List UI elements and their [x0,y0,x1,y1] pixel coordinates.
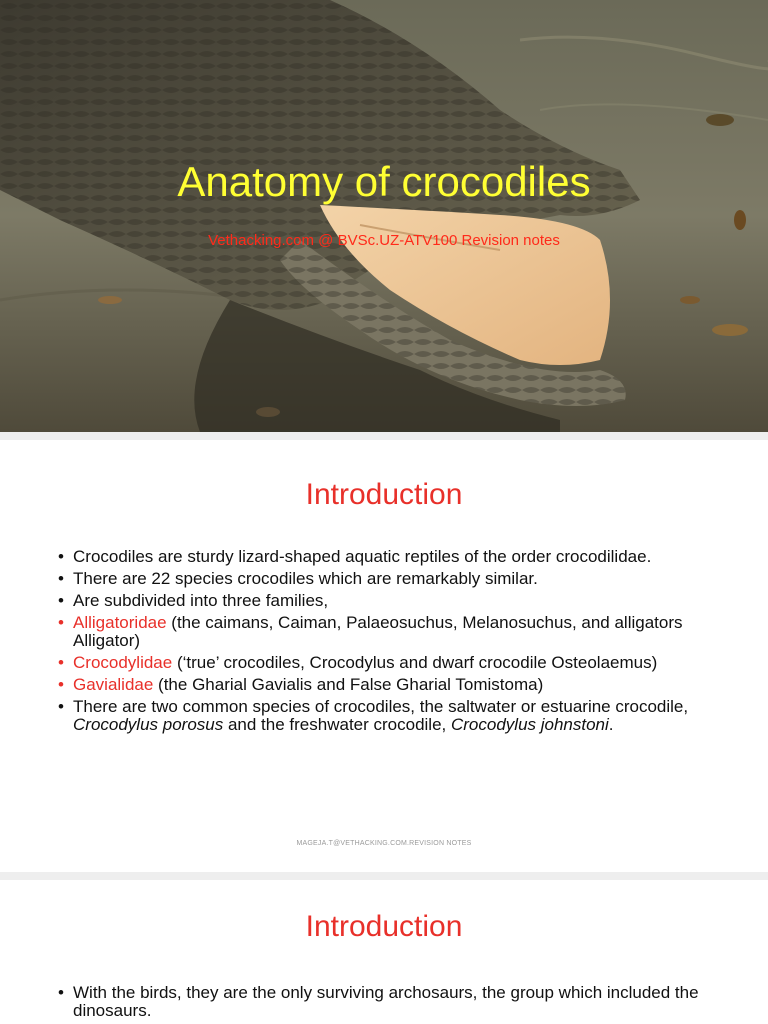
bullet-text: Are subdivided into three families, [73,591,329,610]
bullet-icon: • [58,547,64,566]
bullet-icon: • [58,697,64,716]
bullet-icon: • [58,653,64,672]
slide-footer: MAGEJA.T@VETHACKING.COM.REVISION NOTES [296,840,472,847]
introduction-slide-2 [0,880,768,1024]
species-name: Crocodylus porosus [73,715,224,734]
list-item [58,654,718,672]
list-item [58,570,718,588]
list-item [58,698,718,734]
list-item [58,676,718,694]
bullet-text: (‘true’ crocodiles, Crocodylus and dwarf crocodile Osteolaemus) [172,653,658,672]
bullet-icon: • [58,675,64,694]
bullet-icon: • [58,569,64,588]
bullet-list [58,984,718,1024]
slide-divider [0,872,768,880]
slide-subtitle: Vethacking.com @ BVSc.UZ-ATV100 Revision notes [208,232,560,249]
crocodile-photo [0,0,768,432]
bullet-text: (the Gharial Gavialis and False Gharial Tomistoma) [153,675,544,694]
family-name: Gavialidae [73,675,154,694]
list-item [58,548,718,566]
list-item [58,592,718,610]
species-name: Crocodylus johnstoni [450,715,609,734]
introduction-slide-1 [0,440,768,872]
bullet-icon: • [58,613,64,632]
list-item [58,984,718,1020]
family-name: Alligatoridae [73,613,167,632]
bullet-text: (the caimans, Caiman, Palaeosuchus, Melanosuchus, and alligators Alligator) [73,613,683,650]
bullet-text: There are 22 species crocodiles which are remarkably similar. [73,569,538,588]
bullet-list [58,548,718,738]
bullet-text: There are two common species of crocodiles, the saltwater or estuarine crocodile, [73,697,689,716]
bullet-text: With the birds, they are the only surviving archosaurs, the group which included the dinosaurs. [73,983,699,1020]
bullet-text: and the freshwater crocodile, [223,715,451,734]
slide-divider [0,432,768,440]
slide-title: Anatomy of crocodiles [177,158,591,205]
list-item [58,614,718,650]
family-name: Crocodylidae [73,653,173,672]
slide-heading: Introduction [305,478,463,511]
bullet-icon: • [58,983,64,1002]
bullet-text: Crocodiles are sturdy lizard-shaped aquatic reptiles of the order crocodilidae. [73,547,652,566]
title-slide [0,0,768,432]
slide-heading: Introduction [305,910,463,943]
bullet-icon: • [58,591,64,610]
bullet-text: . [608,715,614,734]
